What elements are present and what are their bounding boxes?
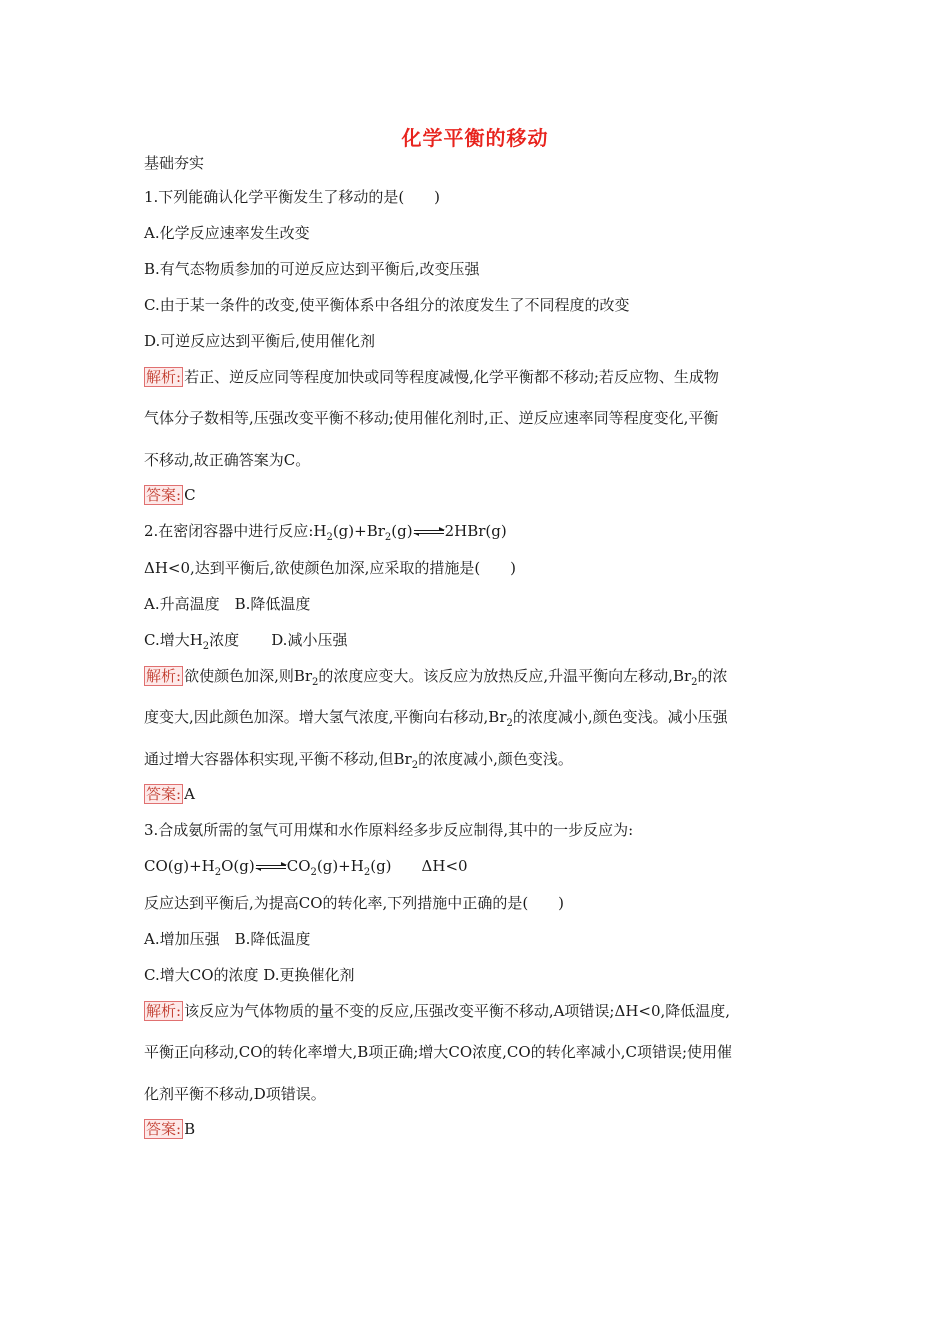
q1-analysis-line-1: 解析: 若正、逆反应同等程度加快或同等程度减慢,化学平衡都不移动;若反应物、生成物 <box>146 368 719 386</box>
q1-analysis-line-2: 气体分子数相等,压强改变平衡不移动;使用催化剂时,正、逆反应速率同等程度变化,平衡 <box>144 409 719 427</box>
answer-tag: 答案: <box>146 486 182 504</box>
q3-analysis-line-1: 解析: 该反应为气体物质的量不变的反应,压强改变平衡不移动,A项错误;ΔH<0,降低温度, <box>146 1002 731 1020</box>
q2-analysis-line-3: 通过增大容器体积实现,平衡不移动,但$Br_2$的浓度减小,颜色变浅。 <box>144 750 573 771</box>
q2-stem-line-2: ΔH<0,达到平衡后,欲使颜色加深,应采取的措施是( ) <box>144 559 517 577</box>
q2-options-cd: C.增大$H_2$浓度 D.减小压强 <box>144 631 348 652</box>
q1-option-b: B.有气态物质参加的可逆反应达到平衡后,改变压强 <box>144 260 480 278</box>
q3-equation: $CO(g)+H_2O(g)$ $CO_2(g)+H_2(g)$ ΔH<0 <box>144 857 468 878</box>
answer-tag: 答案: <box>146 1120 182 1138</box>
q3-question: 反应达到平衡后,为提高CO的转化率,下列措施中正确的是( ) <box>144 894 565 912</box>
q3-options-ab: A.增加压强 B.降低温度 <box>144 930 311 948</box>
q3-stem: 3.合成氨所需的氢气可用煤和水作原料经多步反应制得,其中的一步反应为: <box>144 821 634 839</box>
equilibrium-arrow-icon <box>414 528 444 536</box>
q1-option-d: D.可逆反应达到平衡后,使用催化剂 <box>144 332 376 350</box>
analysis-tag: 解析: <box>146 667 182 685</box>
q2-answer: 答案: A <box>146 785 195 803</box>
q1-option-c: C.由于某一条件的改变,使平衡体系中各组分的浓度发生了不同程度的改变 <box>144 296 630 314</box>
analysis-tag: 解析: <box>146 1002 182 1020</box>
analysis-tag: 解析: <box>146 368 182 386</box>
q3-answer: 答案: B <box>146 1120 196 1138</box>
page-title: 化学平衡的移动 <box>401 126 549 150</box>
q2-analysis-line-1: 解析: 欲使颜色加深,则$Br_2$的浓度应变大。该反应为放热反应,升温平衡向左移动$,Br_2$的浓 <box>146 667 728 688</box>
section-heading: 基础夯实 <box>144 154 205 172</box>
q2-options-ab: A.升高温度 B.降低温度 <box>144 595 311 613</box>
q1-answer: 答案: C <box>146 486 196 504</box>
q2-stem: 2.在密闭容器中进行反应$:H_2(g)+Br_2(g)$ 2HBr(g) <box>144 522 507 543</box>
q2-analysis-line-2: 度变大,因此颜色加深。增大氢气浓度,平衡向右移动$,Br_2$的浓度减小,颜色变浅。减小压强 <box>144 708 728 729</box>
q3-analysis-line-3: 化剂平衡不移动,D项错误。 <box>144 1085 326 1103</box>
q3-options-cd: C.增大CO的浓度 D.更换催化剂 <box>144 966 355 984</box>
q1-option-a: A.化学反应速率发生改变 <box>144 224 310 242</box>
q3-analysis-line-2: 平衡正向移动,CO的转化率增大,B项正确;增大CO浓度,CO的转化率减小,C项错误;使用催 <box>144 1043 733 1061</box>
answer-tag: 答案: <box>146 785 182 803</box>
equilibrium-arrow-icon <box>256 863 286 871</box>
q1-analysis-line-3: 不移动,故正确答案为C。 <box>144 451 311 469</box>
q1-stem: 1.下列能确认化学平衡发生了移动的是( ) <box>144 188 441 206</box>
